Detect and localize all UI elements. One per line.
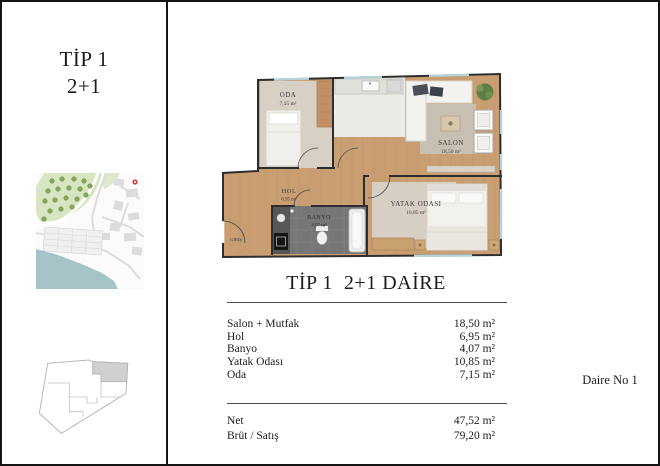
rule-top — [227, 302, 507, 303]
site-key-plan — [39, 353, 132, 442]
room-banyo — [272, 206, 367, 254]
room-label-salon: SALON — [438, 139, 464, 147]
single-bed — [266, 110, 301, 166]
type-title-line2: 2+1 — [66, 74, 102, 98]
room-area-oda: 7,15 m² — [279, 101, 297, 107]
row-label: Net — [227, 415, 244, 427]
table-row — [227, 429, 495, 444]
tv-unit — [427, 166, 495, 172]
room-label-giris: GİRİŞ — [230, 237, 242, 242]
toilet — [316, 226, 328, 245]
type-title — [2, 46, 166, 100]
plant — [477, 84, 494, 101]
room-area-salon: 18,50 m² — [441, 149, 461, 155]
table-row — [227, 356, 495, 369]
bathtub — [349, 209, 365, 252]
row-value: 6,95 m² — [459, 330, 495, 343]
unit-number-label: Daire No 1 — [582, 373, 638, 387]
table-row — [227, 318, 495, 331]
room-area-hol: 6,95 m² — [281, 197, 297, 203]
row-value: 47,52 m² — [453, 415, 495, 427]
row-label: Hol — [227, 330, 245, 343]
row-label: Brüt / Satış — [227, 429, 279, 442]
room-area-yatak: 10,85 m² — [406, 210, 426, 216]
row-value: 18,50 m² — [453, 318, 495, 330]
column-divider — [166, 2, 168, 464]
table-row — [227, 414, 495, 429]
table-row — [227, 369, 495, 382]
fridge — [387, 80, 401, 92]
room-label-hol: HOL — [281, 188, 297, 195]
room-oda — [260, 81, 333, 168]
row-label: Salon + Mutfak — [227, 318, 300, 330]
row-value: 10,85 m² — [453, 356, 495, 369]
washing-machine — [274, 233, 288, 250]
room-area-banyo: 4,07 m² — [311, 223, 327, 229]
row-label: Banyo — [227, 343, 258, 356]
dresser — [372, 238, 414, 250]
totals-table — [227, 414, 495, 443]
area-table — [227, 318, 495, 382]
wardrobe — [317, 81, 333, 127]
floor-plan — [214, 54, 516, 266]
rule-bottom — [227, 403, 507, 404]
kitchen-area — [333, 77, 405, 137]
location-map — [36, 173, 144, 289]
room-label-oda: ODA — [279, 91, 297, 99]
bathroom-sink — [277, 214, 285, 222]
plan-heading: TİP 1 2+1 DAİRE — [286, 272, 446, 294]
room-yatak-odasi — [372, 182, 499, 250]
row-value: 79,20 m² — [453, 429, 495, 442]
table-row — [227, 331, 495, 344]
map-marker-icon — [132, 179, 137, 184]
marina-docks — [43, 227, 103, 255]
room-label-banyo: BANYO — [307, 215, 331, 221]
room-label-yatak: YATAK ODASI — [390, 200, 442, 208]
type-title-line1: TİP 1 — [59, 47, 109, 71]
double-bed — [427, 184, 487, 250]
row-value: 4,07 m² — [459, 343, 495, 356]
row-value: 7,15 m² — [459, 368, 495, 381]
coffee-table — [441, 116, 460, 131]
row-label: Oda — [227, 368, 247, 381]
table-row — [227, 343, 495, 356]
row-label: Yatak Odası — [227, 356, 284, 369]
